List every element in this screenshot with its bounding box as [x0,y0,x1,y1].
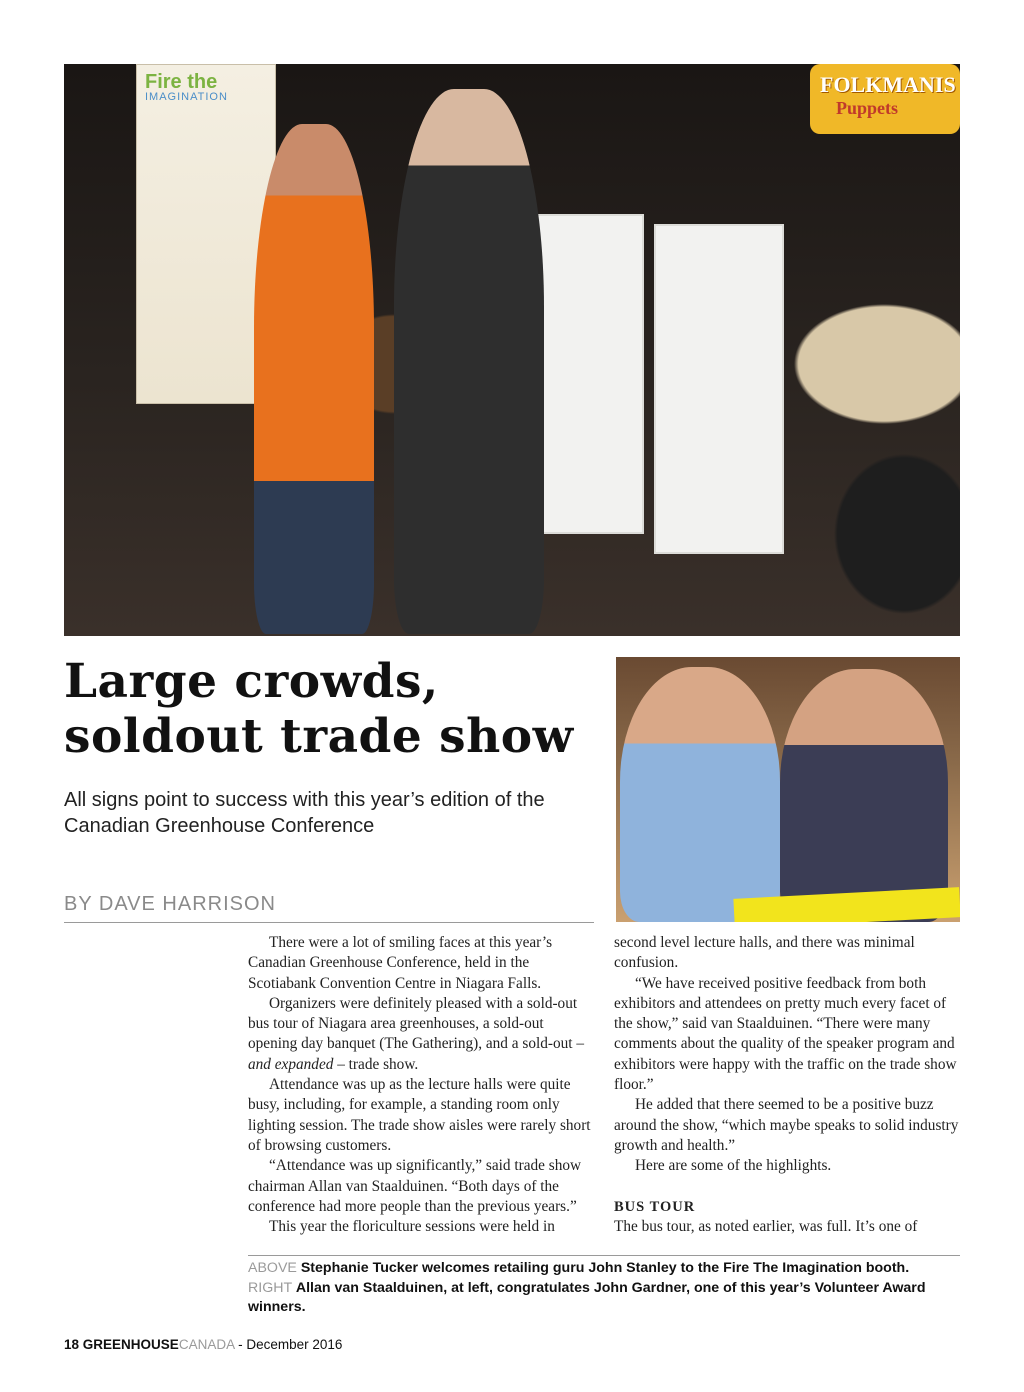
paragraph-text: trade show. [344,1055,419,1073]
main-photo [64,64,960,636]
paragraph: “Attendance was up significantly,” said trade show chairman Allan van Staalduinen. “Both days of the conference had more people than the previous years.” [248,1157,582,1215]
paragraph: second level lecture halls, and there was minimal confusion. [614,934,915,972]
subhead: BUS TOUR [614,1198,696,1215]
paragraph: Here are some of the highlights. [635,1157,832,1175]
caption-label: RIGHT [248,1279,292,1296]
deck: All signs point to success with this year’s edition of the Canadian Greenhouse Conference [64,789,545,837]
paragraph: There were a lot of smiling faces at this year’s Canadian Greenhouse Conference, held in the Scotiabank Convention Centre in Niagara Falls. [248,934,553,992]
body-column-1 [248,933,593,1237]
paragraph: Attendance was up as the lecture halls were quite busy, including, for example, a standing room only lighting session. The trade show aisles were rarely short of browsing customers. [248,1076,591,1154]
paragraph-text: Organizers were definitely pleased with a sold-out bus tour of Niagara area greenhouses, a sold-out opening day banquet (The Gathering), and a sold-out [248,994,578,1053]
sign-title: FOLKMANIS [820,72,956,97]
sign-subtitle: Puppets [836,98,899,118]
folkmanis-sign [810,64,960,134]
caption-above [248,1259,960,1279]
headline [64,654,604,764]
emphasis: – and expanded – [248,1035,585,1073]
paragraph: This year the floriculture sessions were held in [269,1218,555,1236]
photo-captions [248,1255,960,1318]
byline: BY DAVE HARRISON [64,893,594,923]
woman-figure [254,124,374,634]
paragraph: He added that there seemed to be a positive buzz around the show, “which maybe speaks to solid industry growth and health.” [614,1096,959,1154]
headline-line: Large crowds, [64,654,439,709]
magazine-name: GREENHOUSE [82,1337,179,1352]
issue-date: - December 2016 [234,1337,343,1352]
caption-text: Allan van Staalduinen, at left, congratulates John Gardner, one of this year’s Volunteer Award winners. [248,1279,926,1315]
paragraph [248,994,593,1075]
magazine-name-suffix: CANADA [178,1337,235,1352]
inset-photo [616,657,960,922]
banner-title: Fire the [145,71,218,93]
caption-right [248,1279,960,1318]
man-figure [394,89,544,634]
page-number: 18 [64,1337,80,1352]
paragraph: “We have received positive feedback from both exhibitors and attendees on pretty much every facet of the show,” said van Staalduinen. “There were many comments about the quality of the speaker program and exhibitors were happy with the traffic on the trade show floor.” [614,974,957,1094]
man-right-figure [780,669,948,922]
page-footer [64,1337,342,1352]
man-left-figure [620,667,780,922]
banner-subtitle: IMAGINATION [145,91,228,103]
caption-label: ABOVE [248,1260,297,1276]
caption-text: Stephanie Tucker welcomes retailing guru John Stanley to the Fire The Imagination booth. [300,1260,910,1276]
headline-line: soldout trade show [64,709,574,764]
shelf-unit [654,224,784,554]
paragraph: The bus tour, as noted earlier, was full. It’s one of [614,1217,918,1235]
body-column-2 [614,933,962,1237]
